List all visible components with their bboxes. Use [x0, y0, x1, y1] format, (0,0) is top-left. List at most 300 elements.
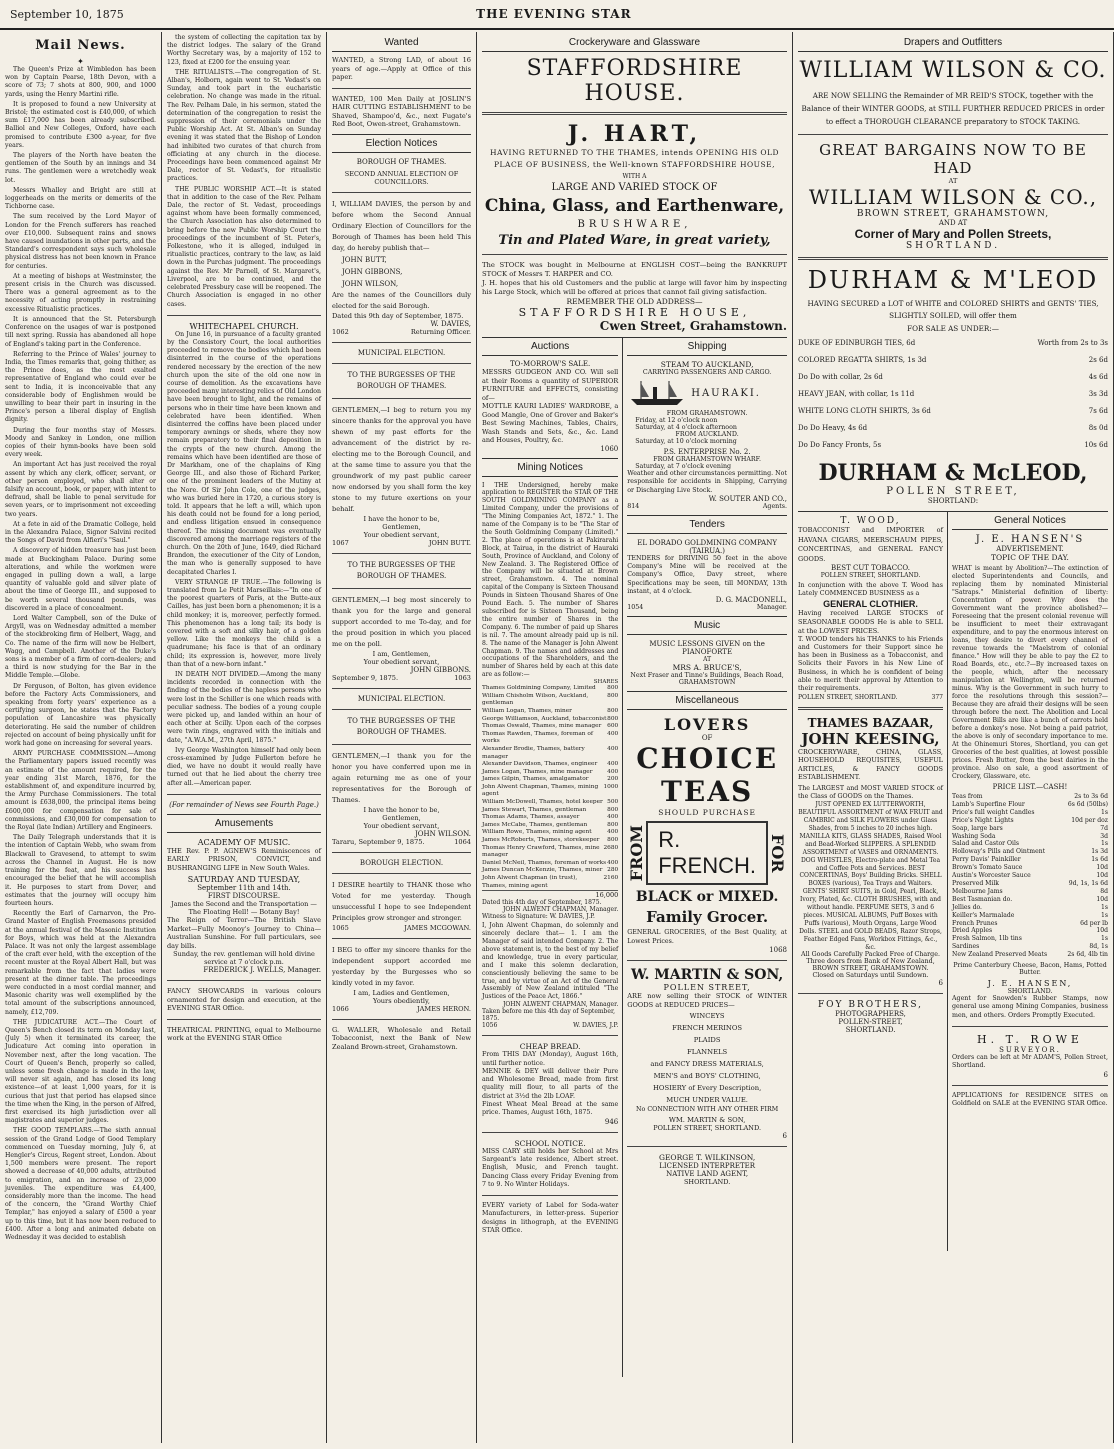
- goods-item: FLANNELS: [687, 1047, 728, 1056]
- news-paragraph: At a fete in aid of the Dramatic College, held in the Alexandra Palace, Signor Salvini recited the Songs of David from Alfieri's "Saul.": [5, 520, 156, 545]
- three-doors: Three doors from Bank of New Zealand, BROWN STREET, GRAHAMSTOWN.: [806, 958, 935, 973]
- row-value: 10d: [1096, 895, 1108, 903]
- list-row: [952, 833, 1108, 841]
- list-row: [798, 403, 1108, 420]
- gentlemen: Gentlemen,: [382, 522, 421, 531]
- borough-title: BOROUGH OF THAMES.: [356, 157, 447, 166]
- row-value: 800: [607, 806, 619, 813]
- keesing-stock: JUST OPENED EX LUTTERWORTH, BEAUTIFUL ASSORTMENT of WAX FRUIT and CAMBRIC and SILK FLOWERS under Glass Shades, from 5 inches to 20 inches high. MANILLA KITS, GLASS SHADES, Raised Wool and Bead-Worked SLIPPERS. A SPLENDID ASSORTMENT of VASES and ORNAMENTS. DOG WHISTLES, Electro-plate and Metal Tea and Coffee Pots and Services. BEST CONCERTINAS, Boys' Building Bricks. SHELL BOXES (various), Tea Trays and Waiters. GENTS' SHIRT SUITS, in Gold, Pearl, Black, Ivory, Plated, &c. CLOTH BRUSHES, with and without handle. PERFUME SETS, 3 and 6 pieces. MUSICAL ALBUMS, Puff Boxes with Puffs (various), Mouth Organs, Large Wood Dolls. STEEL and GOLD BEADS, Razor Strops, Feather Edged Fans, Workbox Fittings, &c., &c.: [798, 801, 943, 951]
- news-paragraph: It is announced that the St. Petersburgh Conference on the usages of war is postponed till next spring. Russia has abandoned all hope of England's taking part in the Conference.: [5, 315, 156, 348]
- newspaper-title: THE EVENING STAR: [476, 7, 632, 21]
- agnew-text: THE Rev. P. P. AGNEW'S Reminiscences of EARLY PRISON, CONVICT, and BUSHRANGING LIFE in New South Wales.: [167, 846, 321, 872]
- news-paragraph: THE GOOD TEMPLARS.—The sixth annual session of the Grand Lodge of Good Templary commenced on Tuesday morning, July 6, at Hengler's Circus, Regent street, London. About 1,500 members were present. The report showed a decrease of 40,000 adults, attributed to emigration, and an increase of 23,000 juveniles. The expenditure was £4,400, considerably more than the income. The head of the concern, the "Grand Worthy Chief Templar," has enjoyed a salary of £500 a year up to this time, but it has now been reduced to £400. After a long and animated debate on Wednesday it was decided to establish: [5, 1127, 156, 1242]
- elected-note: Are the names of the Councillors duly elected for the said Borough.: [332, 290, 471, 310]
- lovers: LOVERS: [663, 715, 751, 735]
- list-row: [482, 784, 618, 799]
- martin-text: ARE now selling their STOCK of WINTER GOODS at REDUCED PRICES—: [627, 991, 787, 1009]
- row-value: 4s 6d: [1088, 373, 1108, 381]
- list-row: [952, 840, 1108, 848]
- martin-signature: WM. MARTIN & SON,: [668, 1115, 746, 1124]
- list-row: [952, 888, 1108, 896]
- news-paragraph: THE JUDICATURE ACT.—The Court of Queen's Bench closed its term on Monday last, (July 5) when it terminated its career, the Judicature Act coming into operation in November next, after the long vacation. The Court of Queen's Bench, properly so called, unless some fresh change is made in the law, will never sit again, and has closed its long existence—of at least 1,000 years, for it is curious that just that period has elapsed since the time when the King, in the person of Alfred, first exercised its high jurisdiction over all magistrates and superior judges.: [5, 1018, 156, 1125]
- ad-number: 946: [604, 1117, 619, 1126]
- at-label: AT: [948, 177, 958, 185]
- shareholders-list: [482, 685, 618, 890]
- tin-plated: Tin and Plated Ware, in great variety,: [498, 233, 771, 248]
- chapman-signature: JOHN ALWENT CHAPMAN, Manager.: [502, 906, 619, 914]
- list-row: [952, 904, 1108, 912]
- list-row: [482, 822, 618, 830]
- row-label: James McRoberts, Thames, storekeeper: [482, 837, 600, 844]
- to-burgesses-2: TO THE BURGESSES OF THE BOROUGH OF THAMES.: [347, 560, 456, 580]
- row-value: 800: [607, 692, 619, 699]
- mcgowan-notice: I DESIRE heartily to THANK those who Voted for me yesterday. Though unsuccessful I hope to see Independent Principles grow stronger and stronger.: [332, 880, 471, 922]
- mail-news-body: [5, 66, 156, 1242]
- news-paragraph: The Daily Telegraph understands that it is the intention of Captain Webb, who swam from Blackwall to Gravesend, to attempt to swim across the Channel in August. He is now training for the feat, and his success has encouraged the belief that he will accomplish it. He purposes to start from Dover, and estimates that the journey will occupy him fourteen hours.: [5, 834, 156, 907]
- row-value: 800: [607, 707, 619, 714]
- academy-title: ACADEMY OF MUSIC.: [197, 837, 291, 847]
- best-cut: BEST CUT TOBACCO.: [831, 564, 910, 572]
- news-paragraph: On June 16, in pursuance of a faculty granted by the Consistory Court, the local authorities proceeded to remove the bodies which had been disinterred in the course of the operations rendered necessary by the erection of the new church upon the site of the old one now in course of demolition. As the excavations have proceeded many interesting relics of Old London have been brought to light, and the remains of persons who in their time have been known and celebrated have been identified. When disinterred the coffins have been placed under temporary awnings or sheds, where they now remain preparatory to their final deposition in the crypts of the new church. Among the remains which have been identified are those of Dr Markham, one of the chaplains of King George III., and also those of Richard Parker, one of the prominent leaders of the Mutiny at the Nore. Of Sir John Cole, one of the judges, who was buried here in 1720, a curious story is told. It appears that he left a will, which upon his death could not be found for a long period, and endless litigation ensued in consequence thereof. The missing document was eventually discovered among the marriage registers of the church. On the 20th of June, 1649, died Richard Brandon, the executioner of the City of London, the man who is generally supposed to have decapitated Charles I.: [167, 330, 321, 576]
- list-row: [482, 860, 618, 868]
- row-value: 800: [607, 685, 619, 692]
- saturday-morning: Saturday, at 10 o'clock morning: [635, 438, 737, 445]
- steamship-icon: [627, 379, 687, 407]
- cheap-bread: CHEAP BREAD.: [519, 1042, 581, 1052]
- shipping-column: [623, 338, 787, 1377]
- dates: September 11th and 14th.: [197, 884, 291, 893]
- list-row: [482, 875, 618, 890]
- at-label: AT: [703, 656, 712, 664]
- macdonell-signature: D. G. MACDONELL,: [715, 596, 787, 605]
- mail-news-heading: Mail News.: [35, 38, 126, 53]
- column-news-continued: [162, 32, 327, 1443]
- gibbons-date: September 9, 1875.: [332, 673, 399, 682]
- news-paragraph: Recently the Earl of Carnarvon, the Pro-Grand Master of English Freemasons presided at the annual festival of the Masonic Institution for Boys, which was held at the Alexandra Palace. It was not only the largest assemblage of the craft ever held, with the exception of the recent muster at the Royal Albert Hall, but was remarkable from the fact that ladies were present at the dinner table. The proceedings were conducted in a most cordial manner, and Masonic charity was well exemplified by the total amount of the subscriptions announced, namely, £12,709.: [5, 910, 156, 1016]
- row-value: 400: [607, 730, 619, 737]
- list-row: [952, 920, 1108, 928]
- row-value: 800: [607, 821, 619, 828]
- row-value: 1s: [1100, 935, 1108, 943]
- row-label: Washing Soda: [952, 832, 996, 840]
- row-value: 500: [607, 799, 619, 806]
- row-label: William Rowe, Thames, mining agent: [482, 829, 592, 836]
- row-label: Do Do Heavy, 4s 6d: [798, 424, 868, 432]
- row-label: Preserved Milk: [952, 879, 999, 887]
- row-value: 8s 0d: [1088, 424, 1108, 432]
- row-label: Price's Night Lights: [952, 816, 1014, 824]
- goods-item: FRENCH MERINOS: [672, 1023, 743, 1032]
- list-row: [798, 420, 1108, 437]
- waller-ad: G. WALLER, Wholesale and Retail Tobacconist, next the Bank of New Zealand Brown-street, Grahamstown.: [332, 1025, 471, 1051]
- tobacconist: TOBACCONIST and IMPORTER of HAVANA CIGARS, MEERSCHAUM PIPES, CONCERTINAS, and GENERAL FANCY GOODS.: [798, 526, 943, 563]
- first-discourse: FIRST DISCOURSE.: [207, 892, 281, 901]
- advertisement: ADVERTISEMENT.: [996, 545, 1064, 553]
- mottle-kauri: MOTTLE KAURI LADIES' WARDROBE, a Good Mangle, One of Grover and Baker's Best Sewing Machines, Tables, Chairs, Wash Stands and Sets, &c., &c. Land and Houses, Poultry, &c.: [482, 402, 619, 444]
- foy-address: POLLEN-STREET,: [838, 1018, 903, 1027]
- sunday-service: Sunday, the rev. gentleman will hold divine service at 7 o'clock p.m.: [173, 950, 315, 967]
- row-label: COLORED REGATTA SHIRTS, 1s 3d: [798, 356, 927, 364]
- surveyor: SURVEYOR.: [999, 1045, 1061, 1054]
- carrying: CARRYING PASSENGERS AND CARGO.: [642, 369, 772, 376]
- conjunction: In conjunction with the above T. Wood has Lately COMMENCED BUSINESS as a: [798, 582, 943, 598]
- row-label: Best Tasmanian do.: [952, 895, 1013, 903]
- list-row: [952, 848, 1108, 856]
- hauraki-name: HAURAKI.: [691, 387, 761, 399]
- bruce-name: MRS A. BRUCE'S,: [672, 663, 742, 673]
- butt-signature: JOHN BUTT.: [428, 538, 471, 547]
- row-label: Perry Davis' Painkiller: [952, 856, 1021, 864]
- row-label: HEAVY JEAN, with collar, 1s 11d: [798, 390, 915, 398]
- shortland-3: SHORTLAND.: [1007, 988, 1053, 996]
- row-label: Lamb's Superfine Flour: [952, 800, 1025, 808]
- goods-list: [627, 1010, 787, 1106]
- row-label: Daniel McNeil, Thames, foreman of works: [482, 859, 607, 866]
- row-value: 2s 6d, 4lb tin: [1067, 951, 1108, 959]
- davies-jp: W. DAVIES, J.P.: [573, 1022, 619, 1030]
- column-mail-news: Mail News. ✦ The Queen's Prize at Wimbledon has been won by Captain Pearse, 18th Devon, with a score of 73; 7 shots at 800, 900, and 1000 yards, using the Henry Martini rifle. It is proposed to found a new University at Bristol; the estimated cost is £40,000, of which sum £17,000 has been already subscribed. Balliol and New Colleges, Oxford, have each promised to contribute £300 a-year, for five years. The players of the North have beaten the gentlemen of the South by an innings and 34 runs. The gentlemen were a wretchedly weak lot. Messrs Whalley and Bright are still at loggerheads on the merits or demerits of the Tichborne case. The sum received by the Lord Mayor of London for the French sufferers has reached over £10,000. Subsequent rains and snows have caused inundations in other parts, and the Standard's correspondent says such wholesale physical distress has not been known in France for centuries. At a meeting of bishops at Westminster, the present crisis in the Church was discussed. There was a general agreement as to the necessity of acting promptly in restraining excessive Ritualistic practices. It is announced that the St. Petersburgh Conference on the usages of war is postponed till next spring. Russia has abandoned all hope of England's taking part in the Conference. Referring to the Prince of Wales' journey to India, the Times remarks that, going thither, as the Prince does, as the most exalted representative of England who could ever be sent to India, it is inconceivable that any considerable body of Englishmen would be unwilling to bear their part in insuring in the Prince's person a liberal display of English dignity. During the four months stay of Messrs. Moody and Sankey in London, one million copies of their hymn-books have been sold every week. An important Act has just received the royal assent by which any clerk, officer, servant, or other person employed, who shall alter or falsify an account, book, or paper, with intent to defraud, shall be liable to penal servitude for seven years, or to imprisonment not exceeding two years. At a fete in aid of the Dramatic College, held in the Alexandra Palace, Signor Salvini recited the Songs of David from Alfieri's "Saul." A discovery of hidden treasure has just been made at Buckingham Palace. During some alterations, and while the workmen were engaged in pulling down a wall, a large quantity of valuable gold and silver plate of about the time of George III., and supposed to be worth several thousand pounds, was discovered in a place of concealment. Lord Walter Campbell, son of the Duke of Argyll, was on Wednesday admitted a member of the stockbroking firm of Helbert, Wagg, and Co. The name of the firm will now be Helbert, Wagg, and Campbell. Another of the Duke's sons is a member of a firm of corn-dealers; and a third is now studying for the Bar in the Middle Temple.—Globe. Dr Ferguson, of Bolton, has given evidence before the Factory Acts Commissioners, and speaking from forty years' experience as a certifying surgeon, he states that the Factory population of Lancashire was physically deteriorating. He said the number of children rejected on account of being physically unfit for work had gone on increasing for several years. ARMY PURCHASE COMMISSION.—Among the Parliamentary papers issued recently was an estimate of the amount required, for the year ending 31st March, 1876, for the establishment of, and expenditure incurred by, the Army Purchase Commissioners. The total amount is £638,000, the principal items being £600,000 for compensation for sale of commissions, and £30,000 for compensation to the Royal (late Indian) Artillery and Engineers. The Daily Telegraph understands that it is the intention of Captain Webb, who swam from Blackwall to Gravesend, to attempt to swim across the Channel in August. He is now training for the feat, and his success has encouraged the belief that he will accomplish it. He purposes to start from Dover, and estimates that the journey will occupy him fourteen hours. Recently the Earl of Carnarvon, the Pro-Grand Master of English Freemasons presided at the annual festival of the Masonic Institution for Boys, which was held at the Alexandra Palace. It was not only the largest assemblage of the craft ever held, with the exception of the recent muster at the Royal Albert Hall, but was remarkable from the fact that ladies were present at the dinner table. The proceedings were conducted in a most cordial manner, and Masonic charity was well exemplified by the total amount of the subscriptions announced, namely, £12,709. THE JUDICATURE ACT.—The Court of Queen's Bench closed its term on Monday last, (July 5) when it terminated its career, the Judicature Act coming into operation in November next, after the long vacation. The Court of Queen's Bench, properly so called, unless some fresh change is made in the law, will never sit again, and has closed its long existence—of at least 1,000 years, for it is curious that just that period has elapsed since the time when the King, in the person of Alfred, first exercised its high jurisdiction over all magistrates and superior judges. THE GOOD TEMPLARS.—The sixth annual session of the Grand Lodge of Good Templary commenced on Tuesday morning, July 6, at Hengler's Circus, Regent street, London. About 1,500 members were present. The report showed a decrease of 40,000 adults, attributed to emigration, and an increase of 23,000 juveniles. The expenditure was £4,400, considerably more than the income. The head of the concern, the "Grand Worthy Chief Templar," has enjoyed a salary of £500 a year up to this time, but it has now been reduced to £400. After a long and animated debate on Wednesday it was decided to establish: [0, 32, 162, 1443]
- row-label: James Logan, Thames, mine manager: [482, 768, 593, 775]
- from-grahamstown: FROM GRAHAMSTOWN.: [666, 410, 748, 417]
- row-value: 800: [607, 715, 619, 722]
- row-label: Alexander Davidson, Thames, engineer: [482, 761, 598, 768]
- ad-number: 377: [931, 693, 943, 701]
- theatrical-printing: THEATRICAL PRINTING, equal to Melbourne work at the EVENING STAR Office: [167, 1025, 321, 1043]
- auctions-heading: Auctions: [482, 338, 618, 356]
- keesing-name: JOHN KEESING,: [801, 729, 940, 748]
- heron-notice: I BEG to offer my sincere thanks for the independent support accorded me yesterday by the Burgesses who so kindly voted in my favor.: [332, 945, 471, 987]
- list-row: [482, 845, 618, 860]
- hansen-name: J. E. HANSEN'S: [975, 534, 1085, 545]
- row-value: 200: [607, 776, 619, 783]
- row-label: John Alwent Chapman (in trust), Thames, mining agent: [482, 875, 578, 889]
- list-row: [482, 685, 618, 693]
- saturday-sailing: Saturday, at 4 o'clock afternoon: [635, 424, 737, 431]
- wood-keesing-column: [798, 512, 948, 1251]
- row-value: 1s: [1100, 911, 1108, 919]
- obedient: Your obedient servant,: [363, 530, 440, 539]
- row-value: 10d per doz: [1071, 816, 1108, 824]
- row-value: 400: [607, 745, 619, 752]
- wells-signature: FREDERICK J. WELLS, Manager.: [203, 966, 321, 975]
- list-row: [952, 896, 1108, 904]
- price-list-heading: PRICE LIST.—CASH!: [992, 783, 1068, 791]
- row-value: 10s 6d: [1084, 441, 1108, 449]
- discourse-more: The Reign of Terror—The British Slave Market—Fully Moonoy's Journey to China—Australian Sunshine. For full particulars, see day bills.: [167, 916, 321, 950]
- row-value: 10d: [1096, 927, 1108, 935]
- row-value: 7d: [1100, 824, 1108, 832]
- family-grocer: Family Grocer.: [646, 908, 769, 927]
- news-paragraph: At a meeting of bishops at Westminster, the present crisis in the Church was discussed. There was a general agreement as to the necessity of acting promptly in restraining excessive Ritualistic practices.: [5, 272, 156, 313]
- row-value: 600: [607, 723, 619, 730]
- row-label: Do Do with collar, 2s 6d: [798, 373, 883, 381]
- crockery-heading: Crockeryware and Glassware: [482, 34, 787, 52]
- great-bargains: GREAT BARGAINS NOW TO BE HAD: [819, 141, 1087, 177]
- remember: REMEMBER THE OLD ADDRESS—: [566, 297, 703, 306]
- keesing-crockery: CROCKERYWARE, CHINA, GLASS, HOUSEHOLD REQUISITES, USEFUL ARTICLES, & FANCY GOODS ESTABLISHMENT.: [798, 747, 943, 782]
- councillor-names: [332, 254, 471, 290]
- row-value: 1s: [1100, 903, 1108, 911]
- price-list: [952, 793, 1108, 959]
- chapman-signature-2: JOHN ALWENT CHAPMAN, Manager.: [502, 1001, 619, 1009]
- row-label: James Stewart, Thames, gentleman: [482, 806, 587, 813]
- and-at: AND AT: [938, 219, 968, 227]
- list-row: [482, 867, 618, 875]
- general-notices-heading: General Notices: [952, 512, 1108, 530]
- amusements-heading: Amusements: [167, 814, 321, 833]
- municipal-election: MUNICIPAL ELECTION.: [357, 348, 446, 357]
- ad-number: 6: [1103, 1070, 1108, 1079]
- list-row: [952, 951, 1108, 959]
- mining-heading: Mining Notices: [482, 458, 618, 477]
- issue-date: September 10, 1875: [10, 7, 124, 21]
- row-value: 800: [607, 837, 619, 844]
- heron-am: I am, Ladies and Gentlemen,: [353, 988, 450, 997]
- row-label: DUKE OF EDINBURGH TIES, 6d: [798, 339, 916, 347]
- row-value: 1s 6d: [1091, 856, 1108, 864]
- list-row: [482, 814, 618, 822]
- received: Having received LARGE STOCKS of SEASONABLE GOODS He is able to SELL at the LOWEST PRICES.: [798, 608, 943, 635]
- councillor-name: JOHN GIBBONS,: [342, 267, 403, 276]
- row-label: James Duncan McKenzie, Thames, miner: [482, 867, 603, 874]
- foy-brothers: FOY BROTHERS,: [817, 1000, 924, 1011]
- ad-number: 1064: [454, 837, 471, 846]
- dated: Dated this 9th day of September, 1875.: [332, 311, 464, 320]
- election-heading: Election Notices: [332, 134, 471, 153]
- list-row: [952, 927, 1108, 935]
- second-election: SECOND ANNUAL ELECTION OF COUNCILLORS.: [344, 169, 459, 186]
- councillor-name: JOHN BUTT,: [342, 255, 387, 264]
- gibbons-notice: GENTLEMEN,—I beg most sincerely to thank you for the large and general support accorded to me To-day, and for the proud position in which you placed me on the poll.: [332, 595, 471, 648]
- row-value: 10d: [1096, 864, 1108, 872]
- am-gentlemen: I am, Gentlemen,: [372, 649, 431, 658]
- friday-sailing: Friday, at 12 o'clock noon: [635, 417, 718, 424]
- news-paragraph: During the four months stay of Messrs. Moody and Sankey in London, one million copies of their hymn-books have been sold every week.: [5, 426, 156, 459]
- wood-foot: POLLEN STREET, SHORTLAND.: [798, 693, 898, 701]
- row-label: Brown's Tomato Sauce: [952, 864, 1023, 872]
- list-row: [952, 817, 1108, 825]
- bread-text: MENNIE & DEY will deliver their Pure and Wholesome Bread, made from first quality mill flour, to all parts of the district at 3½d the 2lb LOAF.: [482, 1067, 619, 1100]
- list-row: [798, 369, 1108, 386]
- list-row: [482, 731, 618, 746]
- agents: Agents.: [762, 502, 787, 510]
- ad-number: 1068: [769, 945, 787, 954]
- row-value: 9d, 1s, 1s 6d: [1068, 879, 1108, 887]
- row-label: Thomas Oswald, Thames, mine manager: [482, 723, 602, 730]
- news-paragraph: Messrs Whalley and Bright are still at loggerheads on the merits or demerits of the Tichborne case.: [5, 186, 156, 211]
- ad-number: 1067: [332, 538, 349, 547]
- list-row: [798, 437, 1108, 454]
- news-paragraph: ARMY PURCHASE COMMISSION.—Among the Parliamentary papers issued recently was an estimate of the amount required, for the year ending 31st March, 1876, for the establishment of, and expenditure incurred by, the Army Purchase Commissioners. The total amount is £638,000, the principal items being £600,000 for compensation for sale of commissions, and £30,000 for compensation to the Royal (late Indian) Artillery and Engineers.: [5, 750, 156, 832]
- shortland-2: SHORTLAND:: [927, 497, 979, 505]
- news-paragraph: Dr Ferguson, of Bolton, has given evidence before the Factory Acts Commissioners, and speaking from forty years' experience as a certifying surgeon, he states that the Factory population of Lancashire was physically deteriorating. He said the number of children rejected on account of being physically unfit for work had gone on increasing for several years.: [5, 682, 156, 748]
- row-label: Austin's Worcester Sauce: [952, 872, 1031, 880]
- rowe-text: Orders can be left at Mr ADAM'S, Pollen Street, Shortland.: [952, 1053, 1108, 1070]
- native-agent: NATIVE LAND AGENT,: [666, 1169, 749, 1178]
- row-value: 400: [607, 814, 619, 821]
- news-paragraph: THE RITUALISTS.—The congregation of St. Alban's, Holborn, again went to St. Vedast's on Sunday, and took part in the eucharistic celebration. No change was made in the ritual. The Rev. Pelham Dale, in his sermon, stated the determination of the congregation to resist the suppression of their ceremonials under the Public Worship Act. At St. Alban's on Sunday evening it was stated that the Bishop of London had inhibited two curates of that church from officiating at any church in the diocese. Proceedings have been commenced against Mr Dale, rector of St. Vedast's, for ritualistic practices.: [167, 68, 321, 183]
- obedient-2: Your obedient servant,: [363, 657, 440, 666]
- row-label: Thomas Rawden, Thames, foreman of works: [482, 730, 593, 745]
- row-value: 1s 3d: [1091, 848, 1108, 856]
- list-row: [482, 776, 618, 784]
- school-text: MISS CARY still holds her School at Mrs Sargeant's late residence, Albert street. English, Music, and French taught. Dancing Class every Friday Evening from 7 to 9. No Winter Holidays.: [482, 1147, 619, 1188]
- news-paragraph: IN DEATH NOT DIVIDED.—Among the many incidents recorded in connection with the finding of the bodies of the hapless persons who were lost in the Schiller is one which reads with peculiar sadness. The bodies of a young couple were picked up, and landed within an hour of each other at Scilly. Upon each of the corpses were twin rings, engraved with the initials and date, "A.W.A.M., 27th April, 1875.": [167, 671, 321, 744]
- goods-item: WINCEYS: [689, 1011, 725, 1020]
- row-value: 2680: [603, 844, 619, 851]
- row-label: Alexander Brodie, Thames, battery manager: [482, 745, 585, 760]
- wilson-title: WILLIAM WILSON & CO.: [799, 58, 1107, 83]
- wanted-men: WANTED, 100 Men Daily at JOSLIN'S HAIR CUTTING ESTABLISHMENT to be Shaved, Shampoo'd, &c., next Fugate's Red Boot, Owen-street, Grahamstown.: [332, 94, 471, 128]
- bread-sub: From THIS DAY (Monday), August 16th, until further notice.: [482, 1051, 619, 1067]
- hopes-note: J. H. hopes that his old Customers and the public at large will favor him by inspecting his Large Stock, which will be offered at prices that cannot fail giving satisfaction.: [482, 279, 787, 296]
- list-row: [482, 761, 618, 769]
- durham-title-2: DURHAM & McLEOD,: [818, 460, 1088, 486]
- foy-shortland: SHORTLAND.: [845, 1026, 896, 1035]
- shipping-heading: Shipping: [627, 338, 787, 356]
- tenders-heading: Tenders: [627, 515, 787, 534]
- row-value: 400: [607, 859, 619, 866]
- agent-note: Agent for Snowden's Rubber Stamps, now general use among Mining Companies, business men, and others. Orders Promptly Executed.: [952, 995, 1108, 1019]
- tomorrow-sale: TO-MORROW'S SALE.: [510, 360, 591, 368]
- ad-number: 1062: [332, 327, 349, 336]
- list-row: [952, 864, 1108, 872]
- shirts-list: [798, 335, 1108, 454]
- row-label: William Logan, Thames, miner: [482, 707, 572, 714]
- row-value: 400: [607, 768, 619, 775]
- days: SATURDAY AND TUESDAY,: [187, 875, 301, 885]
- honor: I have the honor to be,: [363, 514, 440, 523]
- mining-text: I THE Undersigned, hereby make application to REGISTER the STAR OF THE SOUTH GOLDMINING COMPANY as a Limited Company, under the provisions of "The Mining Companies Act, 1872." 1. The name of the Company is to be "The Star of the South Goldmining Company (Limited)." 2. The place of operations is at Pakirarahi Block, at Tairua, in the district of Hauraki South, Province of Auckland, and Colony of New Zealand. 3. The Registered Office of the Company will be situated at Brown street, Grahamstown. 4. The nominal capital of the Company is Sixteen Thousand Pounds in Sixteen Thousand Shares of One Pound Each. 5. The number of Shares subscribed for is Sixteen Thousand, being the entire number of Shares in the Company. 6. The number of paid up Shares is nil. 7. The amount already paid up is nil. 8. The name of the Manager is John Alwent Chapman. 9. The names and addresses and occupations of the Shareholders, and the number of Shares held by each at this date are as follow:—: [482, 481, 619, 679]
- row-value: 8d: [1100, 887, 1108, 895]
- martin-address: POLLEN STREET, SHORTLAND.: [653, 1123, 762, 1132]
- row-label: WHITE LONG CLOTH SHIRTS, 3s 6d: [798, 407, 931, 415]
- row-value: 8d, 1s: [1089, 943, 1108, 951]
- should-purchase: SHOULD PURCHASE: [658, 808, 756, 818]
- brushware: BRUSHWARE,: [577, 219, 692, 230]
- list-row: [482, 837, 618, 845]
- masthead: [0, 0, 1114, 30]
- all-goods: All Goods Carefully Packed Free of Charge.: [801, 951, 940, 959]
- news-paragraph: THE PUBLIC WORSHIP ACT.—It is stated that in addition to the case of the Rev. Pelham Dale, the rector of St. Vedast, proceedings against whom have been formally commenced, the Church Association has also determined to bring before the new Public Worship Court the proceedings of the incumbent of St. Peter's, Folkestone, who it is alleged, indulged in ritualistic practices, contrary to the law, as laid down in the Purchas judgment. The proceedings against the Rev. Mr Parnell, of St. Margaret's, Liverpool, are to be continued, and the celebrated Pressbury case will be reopened. The Church Association is engaged in no other cases.: [167, 185, 321, 308]
- general-notices-column: [948, 512, 1108, 1251]
- row-value: 2s to 3s 6d: [1074, 793, 1108, 800]
- list-row: [952, 872, 1108, 880]
- rowe-name: H. T. ROWE: [977, 1032, 1083, 1046]
- bread-foot: Finest Wheat Meal Bread at the same price. Thames, August 16th, 1875.: [482, 1101, 619, 1117]
- photographers: PHOTOGRAPHERS,: [835, 1010, 906, 1019]
- row-value: 7s 6d: [1088, 407, 1108, 415]
- topic: TOPIC OF THE DAY.: [991, 553, 1069, 562]
- martin-name: W. MARTIN & SON,: [630, 966, 784, 983]
- list-row: [798, 386, 1108, 403]
- row-value: 3d: [1100, 832, 1108, 840]
- keesing-largest: The LARGEST and MOST VARIED STOCK of the Class of GOODS on the Thames.: [798, 784, 943, 800]
- list-row: [952, 801, 1108, 809]
- ad-number: 1060: [600, 444, 619, 453]
- news-paragraph: Ivy George Washington himself had only been cross-examined by Judge Fullerton before he died, we have no doubt it would really have turned out that he lied about the cherry tree after all.—American paper.: [167, 746, 321, 787]
- black-mixed: BLACK or MIXED.: [635, 889, 779, 906]
- for-sale: FOR SALE AS UNDER:—: [907, 324, 999, 333]
- row-value: Worth from 2s to 3s: [1037, 339, 1108, 347]
- news-paragraph: The Queen's Prize at Wimbledon has been won by Captain Pearse, 18th Devon, with a score of 73; 7 shots at 800, 900, and 1000 yards, using the Henry Martini rifle.: [5, 66, 156, 98]
- ad-number: 1054: [627, 604, 644, 612]
- french-stamp: R. FRENCH.: [646, 821, 768, 885]
- tender-text: TENDERS for DRIVING 50 feet in the above Company's Mine will be received at the Company's Office, Davy street, where Specifications may be seen, till MONDAY, 13th instant, at 4 o'clock.: [627, 554, 787, 596]
- honor-2: I have the honor to be,: [363, 805, 440, 814]
- news-paragraph: The players of the North have beaten the gentlemen of the South by an innings and 34 runs. The gentlemen were a wretchedly weak lot.: [5, 152, 156, 184]
- list-row: [952, 935, 1108, 943]
- row-label: Soap, large bars: [952, 824, 1003, 832]
- row-value: 6s 6d (50lbs): [1067, 800, 1108, 808]
- column-drapers: [793, 32, 1114, 1443]
- goods-item: and FANCY DRESS MATERIALS,: [650, 1059, 764, 1068]
- applications: APPLICATIONS for RESIDENCE SITES on Goldfield on SALE at the EVENING STAR Office.: [952, 1091, 1108, 1107]
- gentlemen-2: Gentlemen,: [382, 813, 421, 822]
- row-label: William McDowell, Thames, hotel keeper: [482, 799, 603, 806]
- list-row: [482, 799, 618, 807]
- municipal-election-2: MUNICIPAL ELECTION.: [357, 694, 446, 703]
- ad-number: 6: [782, 1131, 787, 1140]
- row-value: 280: [607, 867, 619, 874]
- row-label: Thames Goldmining Company, Limited: [482, 685, 596, 692]
- wilkinson: GEORGE T. WILKINSON,: [658, 1152, 756, 1162]
- whitechapel-heading: WHITECHAPEL CHURCH.: [189, 321, 299, 331]
- ad-number: 1066: [332, 1004, 349, 1013]
- row-value: 400: [607, 829, 619, 836]
- obedient-3: Your obedient servant,: [363, 821, 440, 830]
- shares-total: 16,000: [482, 890, 618, 899]
- row-value: 1000: [603, 783, 619, 790]
- wilson-signature: JOHN WILSON.: [414, 829, 471, 838]
- shortland: SHORTLAND.: [683, 1177, 731, 1186]
- wood-name: T. WOOD,: [840, 516, 901, 526]
- list-row: [952, 880, 1108, 888]
- eldorado: EL DORADO GOLDMINING COMPANY (TAIRUA.): [637, 538, 777, 555]
- hansen-text: WHAT is meant by Abolition?—The extinction of elected Superintendents and Councils, and replacing them by nominated Ministerial "Satraps." Ministerial definition of liberty: Concentration of power. Why does the Government want the province abolished?—Foreseeing that the present colonial revenue will be insufficient to meet their extravagant expenditure, and to pay the enormous interest on loans, they desire to divert every channel of revenue towards the "Maelstrom of colonial finance." How will they be able to pay the £2 to Road Boards, etc., etc.?—By increased taxes on the people, which, after the necessary manipulation at Wellington, will be returned minus. Why is the Government in such hurry to force the resolutions through this session?—Because they are afraid their designs will be seen through before the next. The Abolition and Local Government Bills are like a bunch of carrots held before a donkey's nose. Not being a paid patriot, the above is only of secondary importance to me. At the Ohinemuri Stores, Shortland, you can get Groceries of the best qualities, at lowest possible prices. Fresh Butter, from the best dairies in the province. Also on sale, a good assortment of Crockery, Glassware, etc.: [952, 565, 1108, 780]
- wilson-selling: ARE NOW SELLING the Remainder of MR REID'S STOCK, together with the Balance of their WINTER GOODS, at STILL FURTHER REDUCED PRICES in order to effect a THOROUGH CLEARANCE preparatory to STOCK TAKING.: [801, 91, 1105, 126]
- row-label: Holloway's Pills and Ointment: [952, 848, 1046, 856]
- heron-yours: Yours obediently,: [373, 996, 430, 1005]
- of: OF: [701, 734, 713, 743]
- row-label: Melbourne Jams: [952, 887, 1003, 895]
- returning-officer: Returning Officer.: [410, 327, 471, 336]
- row-label: Teas from: [952, 793, 983, 800]
- general-clothier: GENERAL CLOTHIER.: [823, 598, 918, 609]
- ad-number: 6: [938, 979, 943, 988]
- row-value: 10d: [1096, 872, 1108, 880]
- china-glass: China, Glass, and Earthenware,: [484, 196, 785, 216]
- corner: Corner of Mary and Pollen Streets,: [854, 227, 1052, 241]
- column-notices: [327, 32, 477, 1443]
- row-label: Sardines: [952, 943, 980, 951]
- thames-bazaar: THAMES BAZAAR,: [807, 715, 934, 730]
- wilson-title-2: WILLIAM WILSON & CO.,: [808, 185, 1098, 209]
- councillor-name: JOHN WILSON,: [342, 279, 399, 288]
- row-value: 2160: [603, 875, 619, 881]
- row-label: Dried Apples: [952, 927, 993, 935]
- misc-heading: Miscellaneous: [627, 691, 787, 710]
- wood-address: POLLEN STREET, SHORTLAND.: [820, 572, 921, 579]
- staffordshire-title: STAFFORDSHIRE HOUSE.: [526, 56, 743, 106]
- row-label: Jellies do.: [952, 903, 982, 911]
- saturday-evening: Saturday, at 7 o'clock evening: [635, 463, 732, 470]
- list-row: [482, 708, 618, 716]
- row-label: Thomas Henry Crawford, Thames, mine manager: [482, 844, 600, 859]
- list-row: [952, 943, 1108, 951]
- list-row: [482, 693, 618, 708]
- shortland-label: SHORTLAND.: [905, 241, 1001, 251]
